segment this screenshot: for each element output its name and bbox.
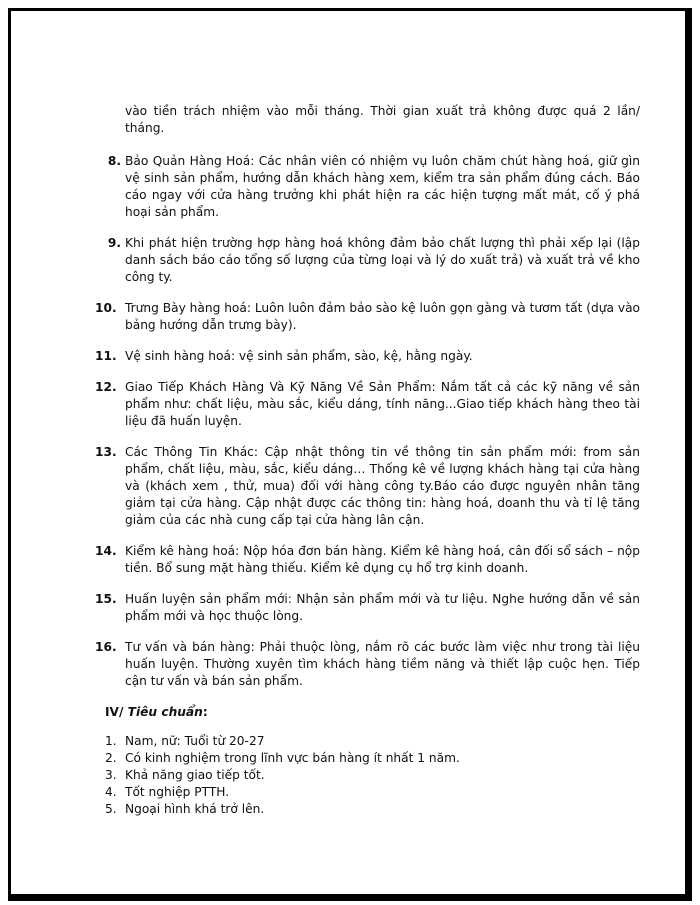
list-item [105,784,640,801]
duty-item-13 [95,444,640,529]
list-item [105,750,640,767]
item-number: 8. [107,154,121,168]
list-text: Ngoại hình khá trở lên. [125,802,265,816]
item-text: Giao Tiếp Khách Hàng Và Kỹ Năng Về Sản Phẩm: Nắm tất cả các kỹ năng về sản phẩm như: chất liệu, màu sắc, kiểu dáng, tính năng...Giao tiếp khách hàng theo tài liệu đã huấn luyện. [125,380,640,428]
list-number: 2. [105,751,117,765]
duty-item-10 [95,300,640,334]
item-number: 15. [95,592,117,606]
list-item [105,801,640,818]
list-text: Nam, nữ: Tuổi từ 20-27 [125,734,265,748]
duty-item-8 [95,153,640,221]
item-number: 12. [95,380,117,394]
item-text: Khi phát hiện trường hợp hàng hoá không đảm bảo chất lượng thì phải xếp lại (lập danh sách báo cáo tổng số lượng của từng loại và lý do xuất trả) và xuất trả về kho công ty. [125,236,640,284]
item-number: 16. [95,640,117,654]
list-text: Khả năng giao tiếp tốt. [125,768,265,782]
duty-item-16 [95,639,640,690]
section-heading [105,704,640,721]
item-number: 14. [95,544,117,558]
item-text: Tư vấn và bán hàng: Phải thuộc lòng, nắm rõ các bước làm việc như trong tài liệu huấn luyện. Thường xuyên tìm khách hàng tiềm năng và thiết lập cuộc hẹn. Tiếp cận tư vấn và bán sản phẩm. [125,640,640,688]
duty-item-15 [95,591,640,625]
item-text: Vệ sinh hàng hoá: vệ sinh sản phẩm, sào, kệ, hằng ngày. [125,349,473,363]
continuation-paragraph: vào tiền trách nhiệm vào mỗi tháng. Thời gian xuất trả không được quá 2 lần/ tháng. [125,104,640,135]
item-number: 10. [95,301,117,315]
list-number: 5. [105,802,117,816]
section-prefix: IV/ [105,705,124,719]
list-text: Tốt nghiệp PTTH. [125,785,230,799]
list-number: 3. [105,768,117,782]
list-item [105,733,640,750]
item-text: Trưng Bày hàng hoá: Luôn luôn đảm bảo sào kệ luôn gọn gàng và tươm tất (dựa vào bảng hướng dẫn trưng bày). [125,301,640,332]
item-number: 13. [95,445,117,459]
duty-item-9 [95,235,640,286]
requirements-list [95,733,640,818]
item-text: Các Thông Tin Khác: Cập nhật thông tin về thông tin sản phẩm mới: from sản phẩm, chất liệu, màu, sắc, kiểu dáng… Thống kê về lượng khách hàng tại cửa hàng và (khách xem , thử, mua) đối với hàng công ty.Báo cáo được nguyên nhân tăng giảm tại cửa hàng. Cập nhật được các thông tin: hàng hoá, doanh thu và tỉ lệ tăng giảm của các nhà cung cấp tại cửa hàng lân cận. [125,445,640,527]
item-number: 9. [107,236,121,250]
item-text: Huấn luyện sản phẩm mới: Nhận sản phẩm mới và tư liệu. Nghe hướng dẫn về sản phẩm mới và học thuộc lòng. [125,592,640,623]
list-text: Có kinh nghiệm trong lĩnh vực bán hàng ít nhất 1 năm. [125,751,460,765]
item-text: Kiểm kê hàng hoá: Nộp hóa đơn bán hàng. Kiểm kê hàng hoá, cân đối sổ sách – nộp tiền. Bổ sung mặt hàng thiếu. Kiểm kê dụng cụ hổ trợ kinh doanh. [125,544,640,575]
item-number: 11. [95,349,117,363]
list-number: 1. [105,734,117,748]
duty-item-14 [95,543,640,577]
list-item [105,767,640,784]
section-title: Tiêu chuẩn [127,705,203,719]
section-suffix: : [202,705,208,719]
duty-item-11 [95,348,640,365]
document-body [95,103,640,818]
duty-item-12 [95,379,640,430]
item-text: Bảo Quản Hàng Hoá: Các nhân viên có nhiệm vụ luôn chăm chút hàng hoá, giữ gìn vệ sinh sản phẩm, hướng dẫn khách hàng xem, kiểm tra sản phẩm đúng cách. Báo cáo ngay với cửa hàng trưởng khi phát hiện ra các hiện tượng mất mát, cố ý phá hoại sản phẩm. [125,154,640,219]
list-number: 4. [105,785,117,799]
